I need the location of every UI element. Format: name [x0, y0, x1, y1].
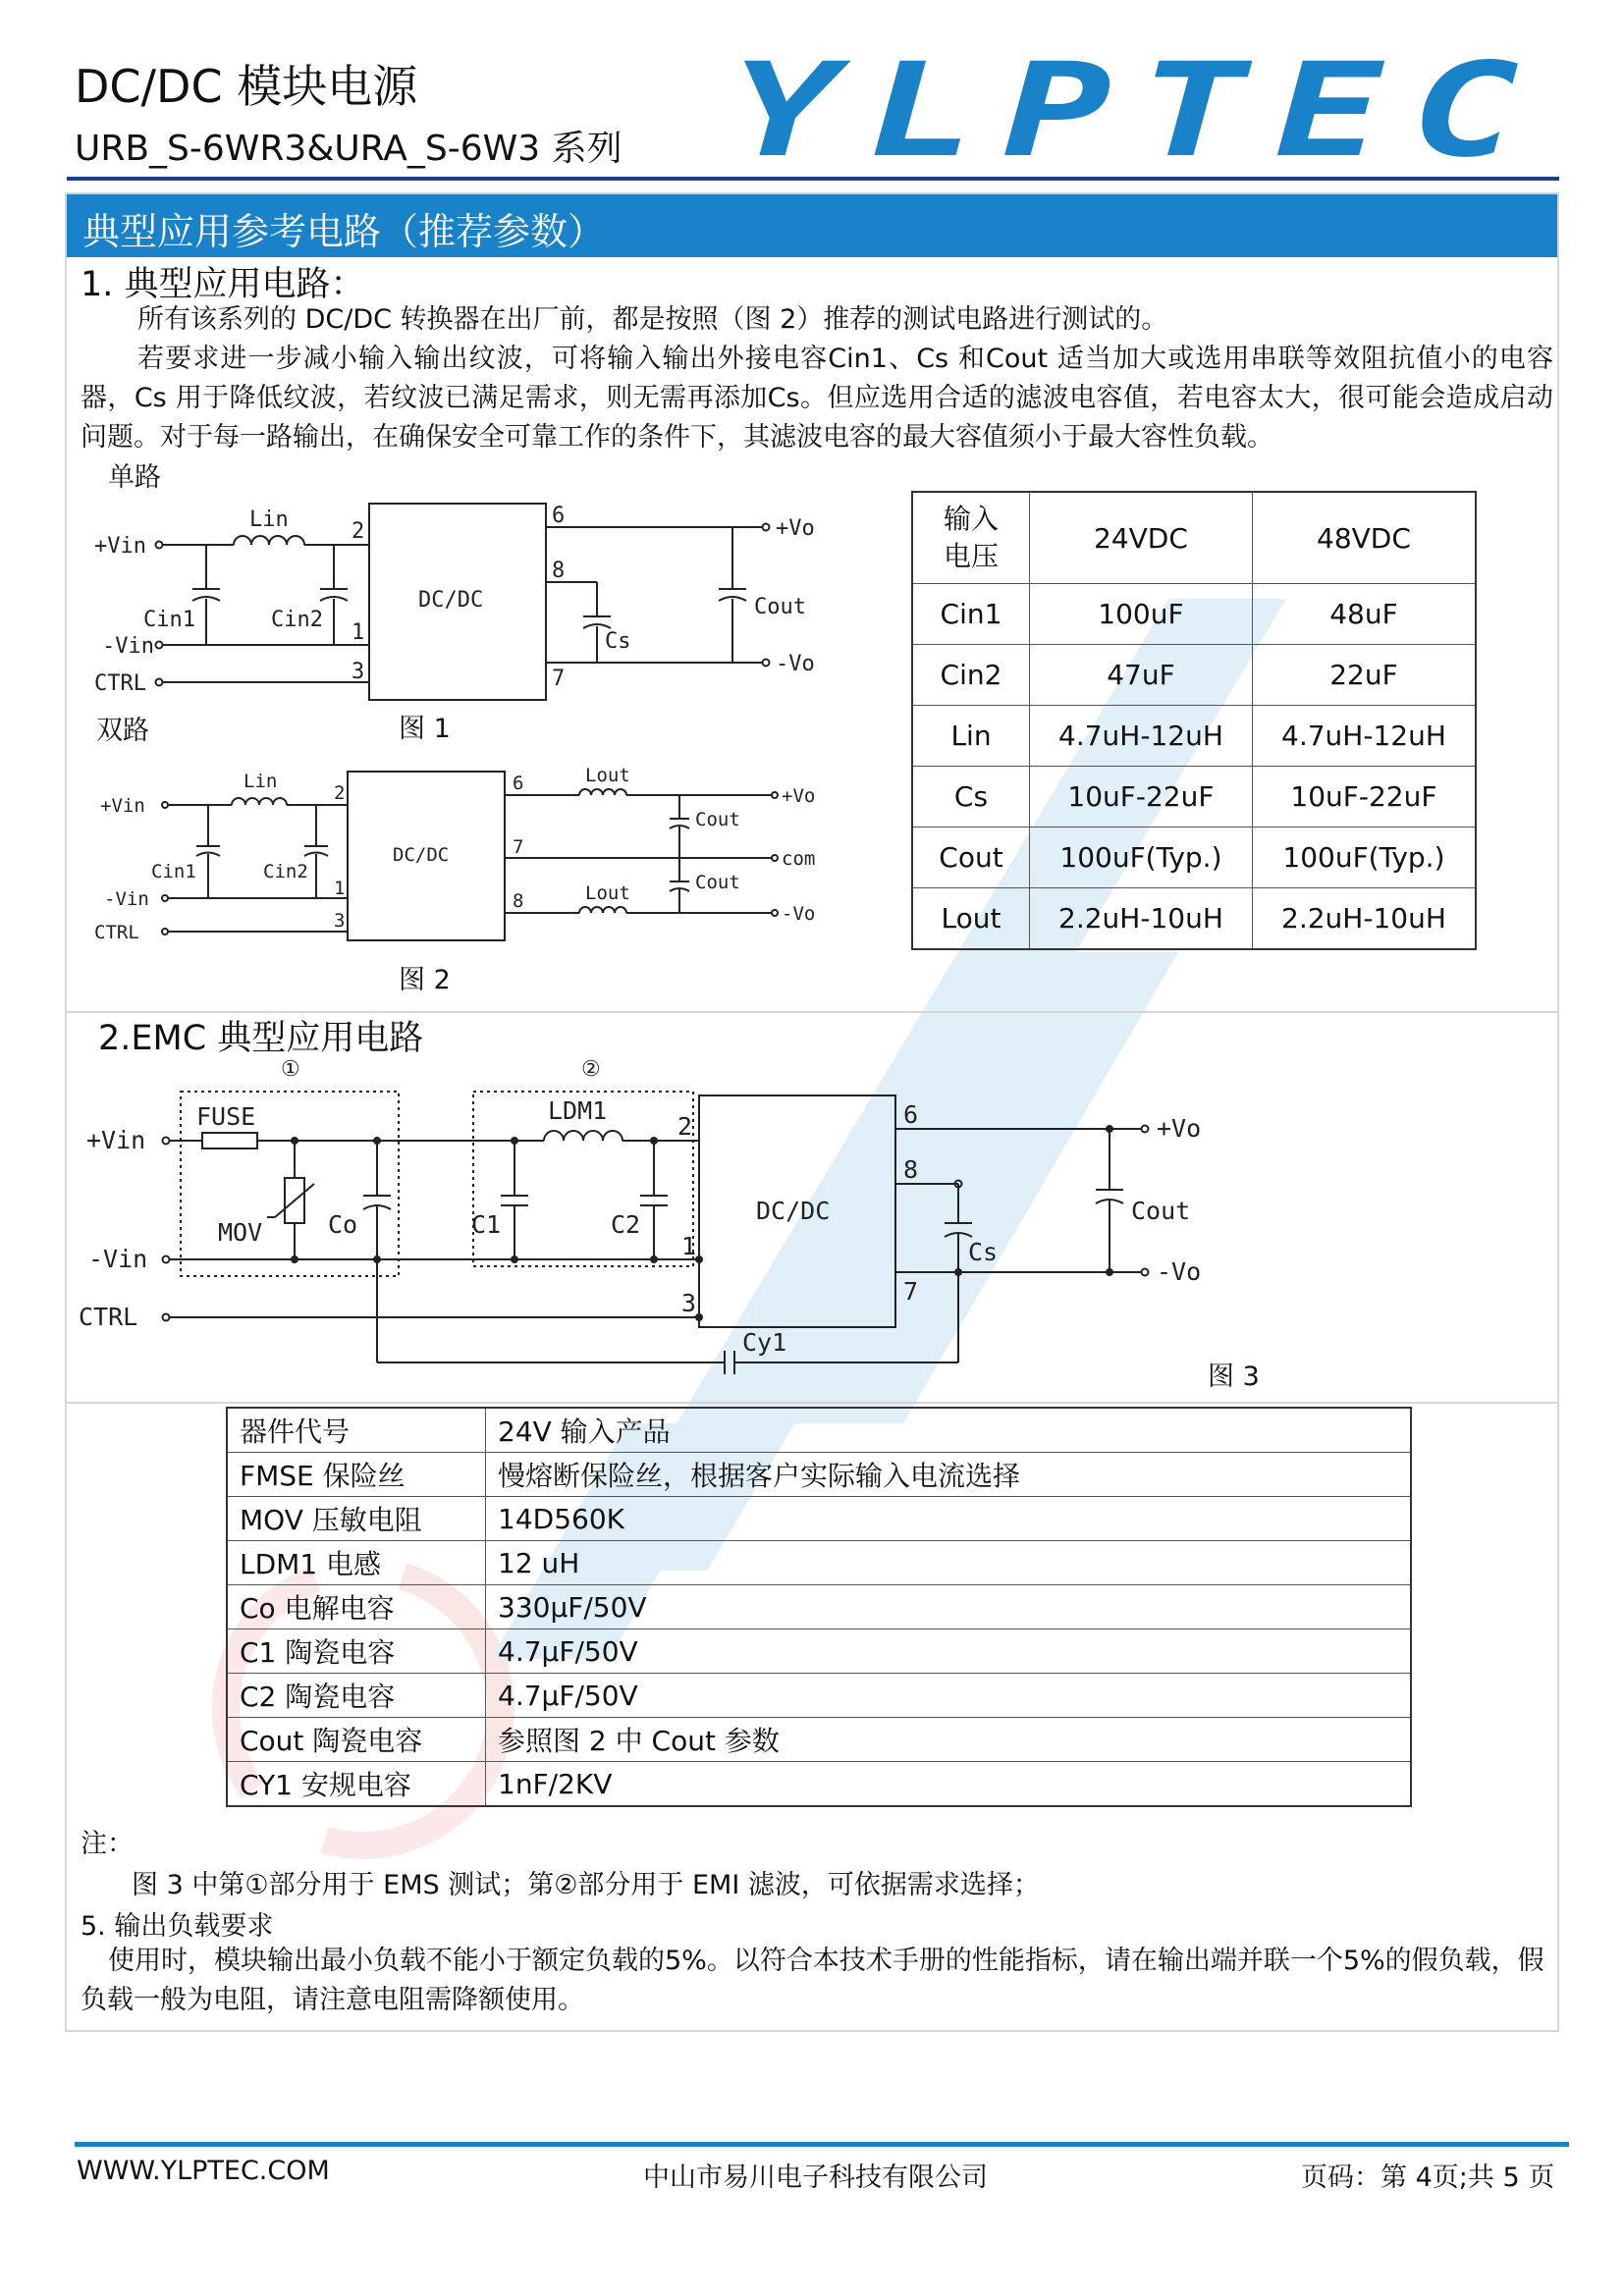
footer-website: WWW.YLPTEC.COM [77, 2156, 330, 2186]
table-header-cell: 24VDC [1030, 492, 1253, 584]
part5-heading: 5. 输出负载要求 [81, 1911, 274, 1942]
table-cell: 10uF-22uF [1030, 767, 1253, 828]
table-cell: 100uF(Typ.) [1252, 828, 1476, 888]
fig2-module: DC/DC [393, 844, 450, 866]
fig3-pin8: 8 [903, 1155, 919, 1184]
table-row [227, 1497, 1411, 1541]
fig2-pin3: 3 [334, 910, 346, 932]
table-header-row [912, 492, 1476, 584]
label-single-output: 单路 [108, 462, 161, 493]
fig1-pin3: 3 [352, 660, 365, 684]
section-divider [67, 1402, 1557, 1404]
fig2-lout-2: Lout [585, 882, 630, 904]
fig3-mark-2: ② [581, 1057, 601, 1082]
table-cell: Cin1 [912, 584, 1030, 645]
fig2-vo-pos: +Vo [782, 785, 816, 807]
series-name: URB_S-6WR3&URA_S-6W3 系列 [75, 129, 623, 169]
fig2-lin: Lin [244, 771, 278, 792]
document-title: DC/DC 模块电源 [75, 60, 418, 113]
fig2-cout-1: Cout [695, 809, 740, 830]
table-row [912, 584, 1476, 645]
fig3-ctrl: CTRL [79, 1303, 138, 1331]
fig3-module: DC/DC [756, 1197, 831, 1225]
table-cell: 1nF/2KV [486, 1762, 1412, 1807]
table-cell: 器件代号 [227, 1408, 486, 1453]
fig3-cs: Cs [968, 1238, 999, 1266]
header-rule [67, 177, 1559, 181]
table-cell: LDM1 电感 [227, 1541, 486, 1585]
table-cell: MOV 压敏电阻 [227, 1497, 486, 1541]
fig3-fuse: FUSE [196, 1102, 256, 1131]
fig1-vin-neg: -Vin [102, 634, 154, 659]
label-dual-output: 双路 [96, 716, 149, 746]
fig1-pin6: 6 [552, 504, 566, 528]
fig2-pin6: 6 [513, 773, 524, 794]
table-cell: 330μF/50V [486, 1585, 1412, 1629]
fig1-lin: Lin [249, 507, 289, 532]
fig1-cout: Cout [754, 595, 806, 619]
table-cell: CY1 安规电容 [227, 1762, 486, 1807]
table-row [912, 645, 1476, 706]
table-cell: Co 电解电容 [227, 1585, 486, 1629]
fig1-cin2: Cin2 [271, 608, 323, 632]
table-cell: 24V 输入产品 [486, 1408, 1412, 1453]
table-cell: Lin [912, 706, 1030, 767]
table-row [227, 1762, 1411, 1807]
table-cell: C1 陶瓷电容 [227, 1629, 486, 1674]
footer-page-number: 页码：第 4页;共 5 页 [1301, 2163, 1555, 2193]
table-row [227, 1408, 1411, 1453]
table-cell: 慢熔断保险丝，根据客户实际输入电流选择 [486, 1453, 1412, 1497]
table-cell: 100uF [1030, 584, 1253, 645]
input-voltage-label: 输入 电压 [943, 503, 999, 572]
ylptec-logo [722, 57, 1556, 167]
fig2-vo-neg: -Vo [782, 903, 816, 925]
part1-paragraph-1: 所有该系列的 DC/DC 转换器在出厂前，都是按照（图 2）推荐的测试电路进行测试的。 [137, 304, 1168, 335]
fig2-pin1: 1 [334, 878, 346, 899]
figure-1-caption: 图 1 [399, 714, 451, 744]
part5-paragraph: 使用时，模块输出最小负载不能小于额定负载的5%。以符合本技术手册的性能指标，请在输出端并联一个5%的假负载，假负载一般为电阻，请注意电阻需降额使用。 [81, 1946, 1544, 2015]
fig1-vo-pos: +Vo [776, 516, 815, 541]
table-cell: 48uF [1252, 584, 1476, 645]
fig3-pin2: 2 [677, 1112, 693, 1141]
table-cell: 4.7μF/50V [486, 1674, 1412, 1718]
recommended-parameters-table [911, 491, 1477, 950]
table-cell: 14D560K [486, 1497, 1412, 1541]
table-cell: 2.2uH-10uH [1030, 888, 1253, 950]
table-cell: 12 uH [486, 1541, 1412, 1585]
fig2-vin-pos: +Vin [100, 795, 145, 817]
fig2-cin1: Cin1 [151, 861, 196, 882]
fig2-ctrl: CTRL [94, 922, 139, 943]
fig3-mark-1: ① [281, 1057, 300, 1082]
fig1-cin1: Cin1 [143, 608, 195, 632]
table-row [227, 1629, 1411, 1674]
fig2-lout-1: Lout [585, 765, 630, 786]
fig2-vin-neg: -Vin [104, 888, 149, 910]
table-row [912, 828, 1476, 888]
table-cell: FMSE 保险丝 [227, 1453, 486, 1497]
table-header-cell [912, 492, 1030, 584]
fig1-ctrl: CTRL [94, 671, 146, 696]
figure-3-caption: 图 3 [1208, 1362, 1260, 1392]
part1-heading: 1. 典型应用电路： [81, 265, 365, 304]
table-cell: Cin2 [912, 645, 1030, 706]
fig1-pin1: 1 [352, 620, 365, 645]
logo-text: YLPTEC [731, 57, 1546, 167]
table-row [227, 1674, 1411, 1718]
table-cell: 22uF [1252, 645, 1476, 706]
fig3-pin6: 6 [903, 1100, 919, 1129]
fig3-mov: MOV [218, 1218, 263, 1247]
fig1-cs: Cs [605, 629, 631, 654]
figure-3-emc-circuit [75, 1050, 1233, 1374]
table-row [227, 1541, 1411, 1585]
table-cell: 47uF [1030, 645, 1253, 706]
table-cell: C2 陶瓷电容 [227, 1674, 486, 1718]
table-cell: 100uF(Typ.) [1030, 828, 1253, 888]
fig3-c2: C2 [611, 1210, 641, 1239]
table-row [227, 1585, 1411, 1629]
fig3-vo-neg: -Vo [1157, 1257, 1202, 1286]
table-cell: 4.7uH-12uH [1252, 706, 1476, 767]
fig2-pin8: 8 [513, 890, 524, 912]
table-row [227, 1453, 1411, 1497]
fig1-vin-pos: +Vin [94, 534, 146, 559]
fig3-vin-pos: +Vin [86, 1126, 146, 1154]
fig3-co: Co [328, 1210, 358, 1239]
fig1-pin8: 8 [552, 559, 566, 583]
fig2-cin2: Cin2 [263, 861, 308, 882]
table-row [912, 706, 1476, 767]
table-row [912, 888, 1476, 950]
table-row [912, 767, 1476, 828]
fig2-pin7: 7 [513, 836, 524, 858]
fig3-vin-neg: -Vin [88, 1245, 148, 1273]
fig1-pin2: 2 [352, 519, 365, 544]
fig1-module: DC/DC [418, 588, 484, 613]
part2-heading: 2.EMC 典型应用电路 [98, 1019, 424, 1058]
figure-1-circuit [94, 499, 821, 705]
fig2-pin2: 2 [334, 782, 346, 804]
table-cell: 10uF-22uF [1252, 767, 1476, 828]
fig3-cout: Cout [1131, 1197, 1191, 1225]
figure-2-circuit [94, 758, 821, 954]
fig2-cout-2: Cout [695, 872, 740, 893]
fig3-ldm1: LDM1 [548, 1096, 608, 1125]
table-cell: Lout [912, 888, 1030, 950]
fig3-pin1: 1 [681, 1232, 697, 1260]
table-cell: 参照图 2 中 Cout 参数 [486, 1718, 1412, 1762]
fig1-pin7: 7 [552, 667, 566, 691]
part1-paragraph-2: 若要求进一步减小输入输出纹波，可将输入输出外接电容Cin1、Cs 和Cout 适当加大或选用串联等效阻抗值小的电容器，Cs 用于降低纹波，若纹波已满足需求，则无需再添加Cs。但应选用合适的滤波电容值，若电容太大，很可能会造成启动问题。对于每一路输出，在确保安全可靠工作的条件下，其滤波电容的最大容值须小于最大容性负载。 [81, 344, 1553, 453]
fig3-c1: C1 [471, 1210, 502, 1239]
footer-company: 中山市易川电子科技有限公司 [643, 2163, 988, 2193]
fig2-com: com [782, 848, 816, 870]
figure-2-caption: 图 2 [399, 965, 451, 995]
table-row [227, 1718, 1411, 1762]
note-text: 图 3 中第①部分用于 EMS 测试；第②部分用于 EMI 滤波，可依据需求选择； [132, 1870, 1040, 1900]
fig3-pin3: 3 [681, 1289, 697, 1317]
emc-components-table [226, 1407, 1412, 1807]
table-cell: Cs [912, 767, 1030, 828]
fig1-vo-neg: -Vo [776, 652, 815, 676]
fig3-vo-pos: +Vo [1157, 1114, 1202, 1143]
table-cell: 2.2uH-10uH [1252, 888, 1476, 950]
fig3-pin7: 7 [903, 1277, 919, 1306]
table-cell: Cout 陶瓷电容 [227, 1718, 486, 1762]
table-cell: Cout [912, 828, 1030, 888]
table-cell: 4.7uH-12uH [1030, 706, 1253, 767]
footer-rule [75, 2142, 1569, 2147]
section-title: 典型应用参考电路（推荐参数） [82, 210, 606, 253]
note-label: 注： [81, 1829, 134, 1859]
table-cell: 4.7μF/50V [486, 1629, 1412, 1674]
fig3-cy1: Cy1 [742, 1328, 787, 1357]
table-header-cell: 48VDC [1252, 492, 1476, 584]
